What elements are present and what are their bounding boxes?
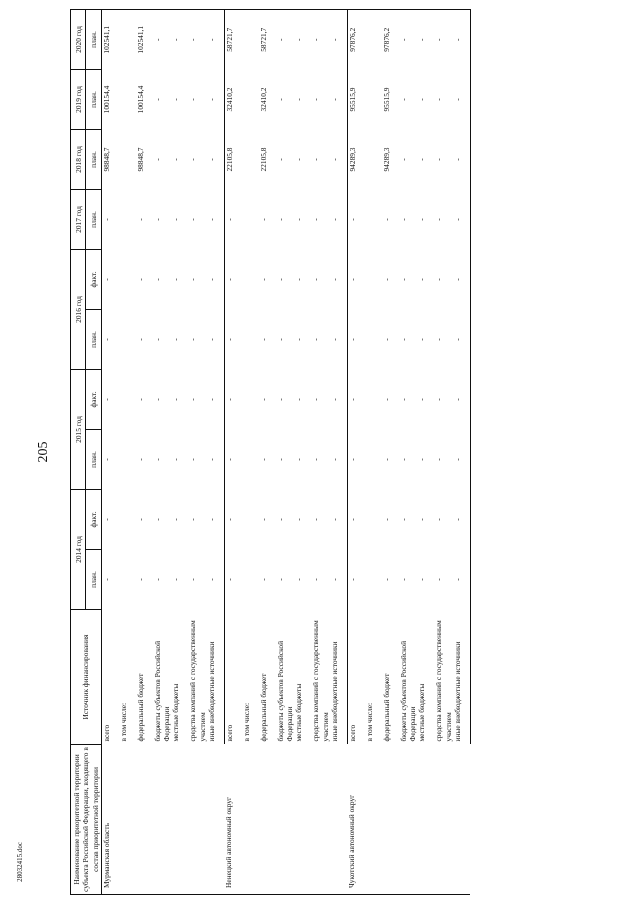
value-cell: - [258, 338, 268, 341]
value-cell: - [417, 98, 427, 101]
value-cell: - [330, 190, 348, 250]
value-cell: - [347, 518, 357, 521]
value-cell: - [207, 130, 225, 190]
header-year-2019: 2019 год [71, 70, 86, 130]
value-cell: - [417, 278, 427, 281]
value-cell: - [152, 158, 162, 161]
value-cell: - [294, 458, 304, 461]
value-cell [242, 10, 259, 70]
value-cell: - [135, 218, 145, 221]
value-cell: - [275, 218, 285, 221]
value-cell: - [275, 518, 285, 521]
value-cell: - [258, 518, 268, 521]
value-cell: 102541,1 [101, 10, 119, 70]
value-cell [242, 310, 259, 370]
table-row [224, 10, 242, 895]
header-2017-plan: план. [86, 190, 101, 250]
value-cell: - [152, 98, 162, 101]
value-cell: 102541,1 [136, 10, 153, 70]
value-cell: - [224, 338, 234, 341]
region-name: Ненецкий автономный округ [224, 745, 347, 895]
value-cell [365, 130, 382, 190]
value-cell: - [330, 10, 348, 70]
value-cell: 32410,2 [258, 87, 268, 112]
value-cell: - [101, 338, 111, 341]
value-cell [242, 370, 259, 430]
value-cell: 97876,2 [347, 10, 365, 70]
value-cell: - [188, 218, 198, 221]
header-2016-plan: план. [86, 310, 101, 370]
header-year-2014: 2014 год [71, 490, 86, 610]
value-cell [242, 250, 259, 310]
value-cell: - [398, 338, 408, 341]
value-cell: - [398, 278, 408, 281]
value-cell [119, 370, 136, 430]
value-cell [119, 310, 136, 370]
value-cell: - [311, 338, 321, 341]
value-cell: - [135, 518, 145, 521]
value-cell: - [398, 158, 408, 161]
value-cell: - [347, 458, 357, 461]
header-year-2020: 2020 год [71, 10, 86, 70]
value-cell: - [417, 578, 427, 581]
value-cell: - [417, 10, 434, 70]
header-2020-plan: план. [86, 10, 101, 70]
value-cell: - [171, 10, 188, 70]
value-cell: - [347, 338, 357, 341]
value-cell: - [434, 398, 444, 401]
value-cell: - [188, 278, 198, 281]
value-cell: - [135, 458, 145, 461]
header-2018-plan: план. [86, 130, 101, 190]
funding-source: всего [347, 724, 357, 742]
funding-source: местные бюджеты [417, 683, 427, 742]
value-cell: - [152, 278, 162, 281]
value-cell: - [294, 578, 304, 581]
value-cell [365, 310, 382, 370]
value-cell: - [330, 250, 348, 310]
value-cell: - [381, 278, 391, 281]
header-territory: Наименование приоритетной территории субъекта Российской Федерации, входящего в состав приоритетной территории [71, 745, 102, 895]
value-cell: - [311, 218, 321, 221]
header-2014-plan: план. [86, 550, 101, 610]
value-cell [119, 10, 136, 70]
value-cell: - [311, 398, 321, 401]
value-cell: - [294, 158, 304, 161]
value-cell [242, 490, 259, 550]
value-cell: - [434, 518, 444, 521]
value-cell: 22105,8 [258, 147, 268, 172]
value-cell: - [101, 518, 111, 521]
value-cell: - [399, 10, 418, 70]
value-cell: 58721,7 [259, 10, 276, 70]
value-cell: - [398, 458, 408, 461]
value-cell: 100154,4 [135, 85, 145, 114]
funding-source: местные бюджеты [294, 683, 304, 742]
value-cell: 94289,3 [381, 147, 391, 172]
funding-source: всего [224, 724, 234, 742]
page-number: 205 [36, 441, 51, 463]
value-cell: - [434, 10, 453, 70]
funding-source: в том числе: [364, 702, 374, 742]
value-cell [242, 70, 259, 130]
value-cell [365, 190, 382, 250]
value-cell [119, 430, 136, 490]
value-cell: - [207, 70, 225, 130]
value-cell: - [330, 70, 348, 130]
value-cell: - [434, 338, 444, 341]
value-cell: - [434, 98, 444, 101]
value-cell: - [311, 458, 321, 461]
value-cell: 98848,7 [135, 147, 145, 172]
funding-source: всего [101, 724, 111, 742]
value-cell: - [135, 398, 145, 401]
value-cell: - [188, 158, 198, 161]
value-cell: - [453, 550, 471, 610]
value-cell: 32410,2 [224, 87, 234, 112]
value-cell: - [188, 10, 207, 70]
value-cell: - [188, 518, 198, 521]
value-cell: - [417, 338, 427, 341]
value-cell: - [453, 490, 471, 550]
region-name: Мурманская область [101, 745, 224, 895]
region-name: Чукотский автономный округ [347, 745, 470, 895]
value-cell [119, 550, 136, 610]
value-cell: - [152, 338, 162, 341]
value-cell: - [311, 578, 321, 581]
funding-source: федеральный бюджет [135, 673, 145, 742]
value-cell: - [224, 218, 234, 221]
value-cell: 100154,4 [101, 85, 111, 114]
value-cell: - [135, 278, 145, 281]
value-cell [119, 250, 136, 310]
financing-table-sheet [70, 10, 605, 895]
value-cell [365, 490, 382, 550]
value-cell: - [294, 278, 304, 281]
header-year-2017: 2017 год [71, 190, 86, 250]
value-cell: - [330, 130, 348, 190]
value-cell: - [347, 578, 357, 581]
value-cell: - [188, 98, 198, 101]
value-cell: - [258, 278, 268, 281]
value-cell: - [207, 10, 225, 70]
header-2016-fact: факт. [86, 250, 101, 310]
value-cell: - [381, 458, 391, 461]
value-cell: - [207, 190, 225, 250]
value-cell: 94289,3 [347, 147, 357, 172]
value-cell: - [224, 578, 234, 581]
value-cell: - [311, 98, 321, 101]
value-cell [242, 550, 259, 610]
value-cell: 95515,9 [347, 87, 357, 112]
funding-source: средства компаний с государственным участием [311, 620, 330, 742]
value-cell: - [207, 250, 225, 310]
value-cell: - [207, 370, 225, 430]
value-cell: - [417, 218, 427, 221]
value-cell: - [347, 218, 357, 221]
header-2014-fact: факт. [86, 490, 101, 550]
value-cell: - [152, 458, 162, 461]
value-cell: - [417, 398, 427, 401]
value-cell: - [207, 550, 225, 610]
value-cell: - [171, 518, 181, 521]
value-cell: - [152, 578, 162, 581]
value-cell: - [347, 398, 357, 401]
funding-source: иные внебюджетные источники [453, 610, 471, 745]
value-cell [119, 490, 136, 550]
value-cell: - [171, 398, 181, 401]
financing-table [70, 9, 471, 895]
value-cell: - [224, 518, 234, 521]
value-cell: - [171, 278, 181, 281]
value-cell [365, 70, 382, 130]
value-cell: - [434, 578, 444, 581]
value-cell: - [275, 578, 285, 581]
value-cell: - [398, 398, 408, 401]
value-cell: - [135, 338, 145, 341]
value-cell: - [311, 518, 321, 521]
value-cell: - [275, 278, 285, 281]
value-cell: - [101, 578, 111, 581]
value-cell: - [434, 458, 444, 461]
value-cell: - [188, 338, 198, 341]
table-row [347, 10, 365, 895]
value-cell [242, 430, 259, 490]
value-cell: - [434, 218, 444, 221]
value-cell: - [294, 98, 304, 101]
value-cell: - [207, 430, 225, 490]
value-cell: - [330, 310, 348, 370]
value-cell: - [294, 218, 304, 221]
funding-source: иные внебюджетные источники [207, 610, 225, 745]
value-cell: - [171, 98, 181, 101]
value-cell: - [275, 458, 285, 461]
value-cell: - [258, 218, 268, 221]
value-cell: - [311, 10, 330, 70]
value-cell: - [101, 458, 111, 461]
value-cell: 58721,7 [224, 10, 242, 70]
value-cell: - [294, 10, 311, 70]
value-cell: - [417, 518, 427, 521]
value-cell: - [453, 190, 471, 250]
value-cell: - [171, 158, 181, 161]
funding-source: средства компаний с государственным участием [434, 620, 453, 742]
value-cell: - [294, 338, 304, 341]
funding-source: средства компаний с государственным участием [188, 620, 207, 742]
value-cell: - [294, 518, 304, 521]
value-cell: - [258, 458, 268, 461]
value-cell: - [275, 338, 285, 341]
value-cell: - [453, 10, 471, 70]
value-cell: - [152, 218, 162, 221]
funding-source: бюджеты субъектов Российской Федерации [152, 640, 171, 742]
value-cell: - [188, 398, 198, 401]
value-cell: - [381, 518, 391, 521]
value-cell: - [275, 98, 285, 101]
value-cell: - [311, 158, 321, 161]
value-cell: - [101, 398, 111, 401]
value-cell: - [453, 370, 471, 430]
funding-source: иные внебюджетные источники [330, 610, 348, 745]
value-cell: - [381, 578, 391, 581]
value-cell: - [398, 518, 408, 521]
value-cell [365, 550, 382, 610]
value-cell: - [381, 338, 391, 341]
value-cell: - [171, 458, 181, 461]
value-cell [365, 250, 382, 310]
value-cell: - [101, 278, 111, 281]
value-cell: - [330, 430, 348, 490]
value-cell [365, 370, 382, 430]
table-body [101, 10, 470, 895]
value-cell: - [330, 490, 348, 550]
value-cell: 98848,7 [101, 147, 111, 172]
header-2015-fact: факт. [86, 370, 101, 430]
value-cell: - [188, 458, 198, 461]
value-cell: - [224, 458, 234, 461]
value-cell [242, 130, 259, 190]
value-cell [119, 190, 136, 250]
table-row [101, 10, 119, 895]
value-cell: - [258, 578, 268, 581]
value-cell: - [381, 218, 391, 221]
value-cell: - [311, 278, 321, 281]
value-cell: - [381, 398, 391, 401]
value-cell: - [207, 490, 225, 550]
value-cell: - [224, 278, 234, 281]
funding-source: федеральный бюджет [381, 673, 391, 742]
header-year-2015: 2015 год [71, 370, 86, 490]
value-cell: - [330, 370, 348, 430]
value-cell: - [153, 10, 172, 70]
value-cell: - [135, 578, 145, 581]
value-cell: - [294, 398, 304, 401]
value-cell [119, 130, 136, 190]
value-cell: - [171, 578, 181, 581]
value-cell: - [434, 158, 444, 161]
value-cell: - [101, 218, 111, 221]
value-cell: - [224, 398, 234, 401]
funding-source: местные бюджеты [171, 683, 181, 742]
value-cell: - [152, 398, 162, 401]
value-cell: 95515,9 [381, 87, 391, 112]
funding-source: бюджеты субъектов Российской Федерации [398, 640, 417, 742]
header-2019-plan: план. [86, 70, 101, 130]
value-cell: - [171, 338, 181, 341]
value-cell: - [398, 98, 408, 101]
value-cell: - [276, 10, 295, 70]
value-cell: - [417, 158, 427, 161]
value-cell: 97876,2 [382, 10, 399, 70]
value-cell: - [188, 578, 198, 581]
rotated-table-frame [70, 10, 605, 895]
funding-source: бюджеты субъектов Российской Федерации [275, 640, 294, 742]
header-year-2016: 2016 год [71, 250, 86, 370]
value-cell [242, 190, 259, 250]
funding-source: в том числе: [118, 702, 128, 742]
value-cell: - [171, 218, 181, 221]
value-cell: - [398, 578, 408, 581]
value-cell: 22105,8 [224, 147, 234, 172]
header-source: Источник финансирования [71, 610, 102, 745]
value-cell [119, 70, 136, 130]
value-cell: - [347, 278, 357, 281]
value-cell [365, 430, 382, 490]
value-cell: - [453, 130, 471, 190]
header-year-2018: 2018 год [71, 130, 86, 190]
funding-source: в том числе: [241, 702, 251, 742]
value-cell: - [258, 398, 268, 401]
value-cell: - [398, 218, 408, 221]
value-cell: - [275, 158, 285, 161]
header-2015-plan: план. [86, 430, 101, 490]
document-id: 28032415.doc [16, 842, 24, 882]
value-cell: - [434, 278, 444, 281]
value-cell [365, 10, 382, 70]
value-cell: - [417, 458, 427, 461]
value-cell: - [275, 398, 285, 401]
value-cell: - [453, 250, 471, 310]
funding-source: федеральный бюджет [258, 673, 268, 742]
value-cell: - [453, 430, 471, 490]
value-cell: - [453, 310, 471, 370]
value-cell: - [453, 70, 471, 130]
value-cell: - [152, 518, 162, 521]
value-cell: - [330, 550, 348, 610]
value-cell: - [207, 310, 225, 370]
